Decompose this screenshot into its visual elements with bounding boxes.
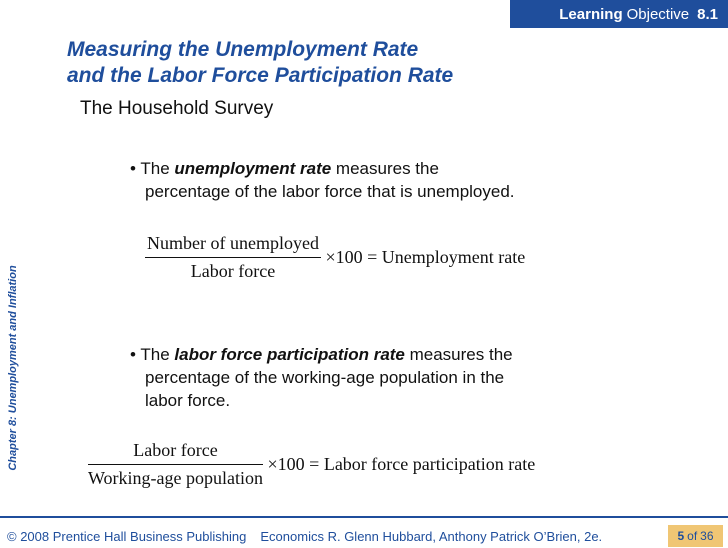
page-of: of (687, 529, 698, 543)
bullet1-line2: percentage of the labor force that is unemployed. (145, 182, 515, 201)
title-line-1: Measuring the Unemployment Rate (67, 38, 419, 61)
unemployment-rate-formula (145, 233, 525, 282)
bullet2-term: labor force participation rate (174, 345, 405, 364)
chapter-label: Chapter 8: Unemployment and Inflation (7, 265, 19, 471)
footer-text (7, 529, 602, 544)
bullet1-prefix: • The (130, 159, 175, 178)
badge-learning: Learning (559, 5, 623, 23)
bullet2-line2: percentage of the working-age population in the (145, 368, 505, 387)
bullet1-suffix: measures the (331, 159, 439, 178)
bullet2-line3: labor force. (145, 391, 231, 410)
footer-copyright: © 2008 Prentice Hall Business Publishing (7, 529, 247, 544)
page-total: 36 (700, 529, 714, 543)
title-line-2: and the Labor Force Participation Rate (67, 64, 454, 87)
formula1-rhs: ×100 = Unemployment rate (325, 247, 526, 267)
formula2-numerator: Labor force (88, 440, 263, 465)
formula1-fraction (145, 233, 321, 282)
slide-footer (0, 516, 728, 548)
bullet2-prefix: • The (130, 345, 175, 364)
page-number-badge (668, 525, 723, 547)
formula1-denominator: Labor force (190, 261, 276, 281)
slide-title (67, 37, 453, 89)
bullet-unemployment-rate (130, 157, 610, 203)
footer-book: Economics R. Glenn Hubbard, Anthony Patrick O’Brien, 2e. (260, 529, 603, 544)
formula2-fraction (88, 440, 263, 489)
participation-rate-formula (88, 440, 535, 489)
badge-objective: Objective (626, 5, 690, 23)
bullet-participation-rate (130, 343, 610, 412)
formula2-rhs: ×100 = Labor force participation rate (267, 454, 536, 474)
formula2-denominator: Working-age population (88, 468, 264, 488)
learning-objective-badge (510, 0, 728, 28)
badge-number: 8.1 (697, 5, 718, 23)
formula1-numerator: Number of unemployed (145, 233, 321, 258)
chapter-sidebar (2, 232, 24, 504)
bullet1-term: unemployment rate (174, 159, 332, 178)
bullet2-suffix: measures the (404, 345, 513, 364)
section-subtitle: The Household Survey (80, 98, 274, 119)
page-current: 5 (677, 529, 685, 543)
